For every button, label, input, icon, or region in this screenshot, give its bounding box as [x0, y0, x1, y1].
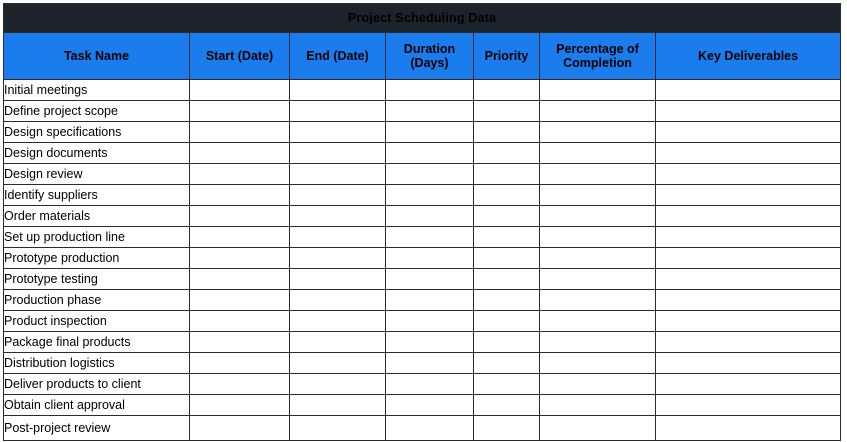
cell-priority[interactable] — [474, 122, 540, 143]
cell-start-date[interactable] — [190, 227, 290, 248]
cell-priority[interactable] — [474, 290, 540, 311]
cell-start-date[interactable] — [190, 395, 290, 416]
cell-end-date[interactable] — [290, 164, 386, 185]
column-header-task-name[interactable]: Task Name — [4, 33, 190, 80]
cell-start-date[interactable] — [190, 353, 290, 374]
cell-duration[interactable] — [386, 164, 474, 185]
cell-task-name[interactable]: Design review — [4, 164, 190, 185]
title-row — [4, 4, 841, 33]
column-header-end-date[interactable]: End (Date) — [290, 33, 386, 80]
table-row — [4, 332, 841, 353]
cell-key-deliverables[interactable] — [656, 122, 841, 143]
cell-duration[interactable] — [386, 227, 474, 248]
cell-priority[interactable] — [474, 80, 540, 101]
cell-priority[interactable] — [474, 416, 540, 441]
cell-key-deliverables[interactable] — [656, 395, 841, 416]
cell-priority[interactable] — [474, 332, 540, 353]
cell-task-name[interactable]: Post-project review — [4, 416, 190, 441]
cell-priority[interactable] — [474, 374, 540, 395]
column-header-start-date[interactable]: Start (Date) — [190, 33, 290, 80]
column-header-key-deliverables[interactable]: Key Deliverables — [656, 33, 841, 80]
cell-duration[interactable] — [386, 416, 474, 441]
cell-start-date[interactable] — [190, 185, 290, 206]
cell-duration[interactable] — [386, 374, 474, 395]
cell-duration[interactable] — [386, 206, 474, 227]
cell-task-name[interactable]: Deliver products to client — [4, 374, 190, 395]
cell-end-date[interactable] — [290, 80, 386, 101]
cell-percentage-of-completion[interactable] — [540, 101, 656, 122]
cell-percentage-of-completion[interactable] — [540, 80, 656, 101]
cell-duration[interactable] — [386, 269, 474, 290]
cell-priority[interactable] — [474, 227, 540, 248]
cell-start-date[interactable] — [190, 290, 290, 311]
cell-end-date[interactable] — [290, 290, 386, 311]
column-header-percentage-of-completion[interactable]: Percentage of Completion — [540, 33, 656, 80]
cell-task-name[interactable]: Define project scope — [4, 101, 190, 122]
table-row — [4, 374, 841, 395]
cell-duration[interactable] — [386, 185, 474, 206]
cell-start-date[interactable] — [190, 101, 290, 122]
cell-priority[interactable] — [474, 101, 540, 122]
cell-task-name[interactable]: Design documents — [4, 143, 190, 164]
table-row — [4, 101, 841, 122]
cell-percentage-of-completion[interactable] — [540, 332, 656, 353]
cell-end-date[interactable] — [290, 185, 386, 206]
cell-start-date[interactable] — [190, 143, 290, 164]
cell-task-name[interactable]: Distribution logistics — [4, 353, 190, 374]
project-scheduling-table — [3, 3, 841, 441]
cell-duration[interactable] — [386, 122, 474, 143]
cell-end-date[interactable] — [290, 248, 386, 269]
cell-task-name[interactable]: Prototype production — [4, 248, 190, 269]
table-title: Project Scheduling Data — [4, 4, 841, 33]
cell-key-deliverables[interactable] — [656, 227, 841, 248]
cell-percentage-of-completion[interactable] — [540, 185, 656, 206]
cell-start-date[interactable] — [190, 416, 290, 441]
cell-start-date[interactable] — [190, 269, 290, 290]
cell-duration[interactable] — [386, 80, 474, 101]
cell-end-date[interactable] — [290, 101, 386, 122]
cell-start-date[interactable] — [190, 206, 290, 227]
cell-task-name[interactable]: Product inspection — [4, 311, 190, 332]
cell-end-date[interactable] — [290, 395, 386, 416]
cell-task-name[interactable]: Obtain client approval — [4, 395, 190, 416]
table-row — [4, 269, 841, 290]
table-row — [4, 290, 841, 311]
cell-priority[interactable] — [474, 353, 540, 374]
cell-percentage-of-completion[interactable] — [540, 143, 656, 164]
cell-duration[interactable] — [386, 311, 474, 332]
cell-end-date[interactable] — [290, 311, 386, 332]
cell-end-date[interactable] — [290, 269, 386, 290]
column-header-priority[interactable]: Priority — [474, 33, 540, 80]
cell-task-name[interactable]: Identify suppliers — [4, 185, 190, 206]
cell-priority[interactable] — [474, 269, 540, 290]
cell-task-name[interactable]: Design specifications — [4, 122, 190, 143]
cell-end-date[interactable] — [290, 143, 386, 164]
cell-duration[interactable] — [386, 353, 474, 374]
cell-key-deliverables[interactable] — [656, 80, 841, 101]
cell-key-deliverables[interactable] — [656, 206, 841, 227]
cell-duration[interactable] — [386, 332, 474, 353]
table-row — [4, 143, 841, 164]
cell-percentage-of-completion[interactable] — [540, 416, 656, 441]
cell-priority[interactable] — [474, 164, 540, 185]
cell-percentage-of-completion[interactable] — [540, 353, 656, 374]
cell-end-date[interactable] — [290, 122, 386, 143]
cell-priority[interactable] — [474, 185, 540, 206]
cell-end-date[interactable] — [290, 227, 386, 248]
cell-priority[interactable] — [474, 206, 540, 227]
cell-percentage-of-completion[interactable] — [540, 206, 656, 227]
cell-key-deliverables[interactable] — [656, 353, 841, 374]
cell-key-deliverables[interactable] — [656, 332, 841, 353]
table-row — [4, 164, 841, 185]
table-row — [4, 248, 841, 269]
table-row — [4, 185, 841, 206]
cell-task-name[interactable]: Prototype testing — [4, 269, 190, 290]
cell-key-deliverables[interactable] — [656, 311, 841, 332]
table-row — [4, 80, 841, 101]
table-row — [4, 206, 841, 227]
cell-duration[interactable] — [386, 101, 474, 122]
cell-percentage-of-completion[interactable] — [540, 290, 656, 311]
cell-percentage-of-completion[interactable] — [540, 122, 656, 143]
table-body — [4, 80, 841, 441]
cell-task-name[interactable]: Set up production line — [4, 227, 190, 248]
cell-task-name[interactable]: Initial meetings — [4, 80, 190, 101]
table-row — [4, 122, 841, 143]
cell-percentage-of-completion[interactable] — [540, 227, 656, 248]
cell-key-deliverables[interactable] — [656, 374, 841, 395]
cell-duration[interactable] — [386, 395, 474, 416]
header-row — [4, 33, 841, 80]
table-row — [4, 395, 841, 416]
cell-task-name[interactable]: Order materials — [4, 206, 190, 227]
cell-priority[interactable] — [474, 143, 540, 164]
cell-percentage-of-completion[interactable] — [540, 269, 656, 290]
cell-key-deliverables[interactable] — [656, 143, 841, 164]
cell-end-date[interactable] — [290, 332, 386, 353]
column-header-duration-days[interactable]: Duration (Days) — [386, 33, 474, 80]
cell-priority[interactable] — [474, 248, 540, 269]
cell-task-name[interactable]: Package final products — [4, 332, 190, 353]
cell-start-date[interactable] — [190, 80, 290, 101]
cell-start-date[interactable] — [190, 374, 290, 395]
cell-end-date[interactable] — [290, 353, 386, 374]
cell-priority[interactable] — [474, 395, 540, 416]
cell-task-name[interactable]: Production phase — [4, 290, 190, 311]
cell-start-date[interactable] — [190, 122, 290, 143]
table-row — [4, 311, 841, 332]
cell-priority[interactable] — [474, 311, 540, 332]
cell-key-deliverables[interactable] — [656, 269, 841, 290]
cell-start-date[interactable] — [190, 332, 290, 353]
cell-percentage-of-completion[interactable] — [540, 164, 656, 185]
table-row — [4, 353, 841, 374]
cell-start-date[interactable] — [190, 311, 290, 332]
cell-key-deliverables[interactable] — [656, 416, 841, 441]
cell-end-date[interactable] — [290, 374, 386, 395]
table-row — [4, 227, 841, 248]
cell-key-deliverables[interactable] — [656, 164, 841, 185]
cell-key-deliverables[interactable] — [656, 290, 841, 311]
cell-start-date[interactable] — [190, 248, 290, 269]
cell-key-deliverables[interactable] — [656, 248, 841, 269]
cell-duration[interactable] — [386, 143, 474, 164]
cell-percentage-of-completion[interactable] — [540, 311, 656, 332]
cell-end-date[interactable] — [290, 416, 386, 441]
cell-key-deliverables[interactable] — [656, 101, 841, 122]
cell-duration[interactable] — [386, 248, 474, 269]
cell-end-date[interactable] — [290, 206, 386, 227]
cell-duration[interactable] — [386, 290, 474, 311]
cell-percentage-of-completion[interactable] — [540, 248, 656, 269]
cell-percentage-of-completion[interactable] — [540, 395, 656, 416]
table-row — [4, 416, 841, 441]
cell-start-date[interactable] — [190, 164, 290, 185]
cell-percentage-of-completion[interactable] — [540, 374, 656, 395]
table-head — [4, 4, 841, 80]
cell-key-deliverables[interactable] — [656, 185, 841, 206]
